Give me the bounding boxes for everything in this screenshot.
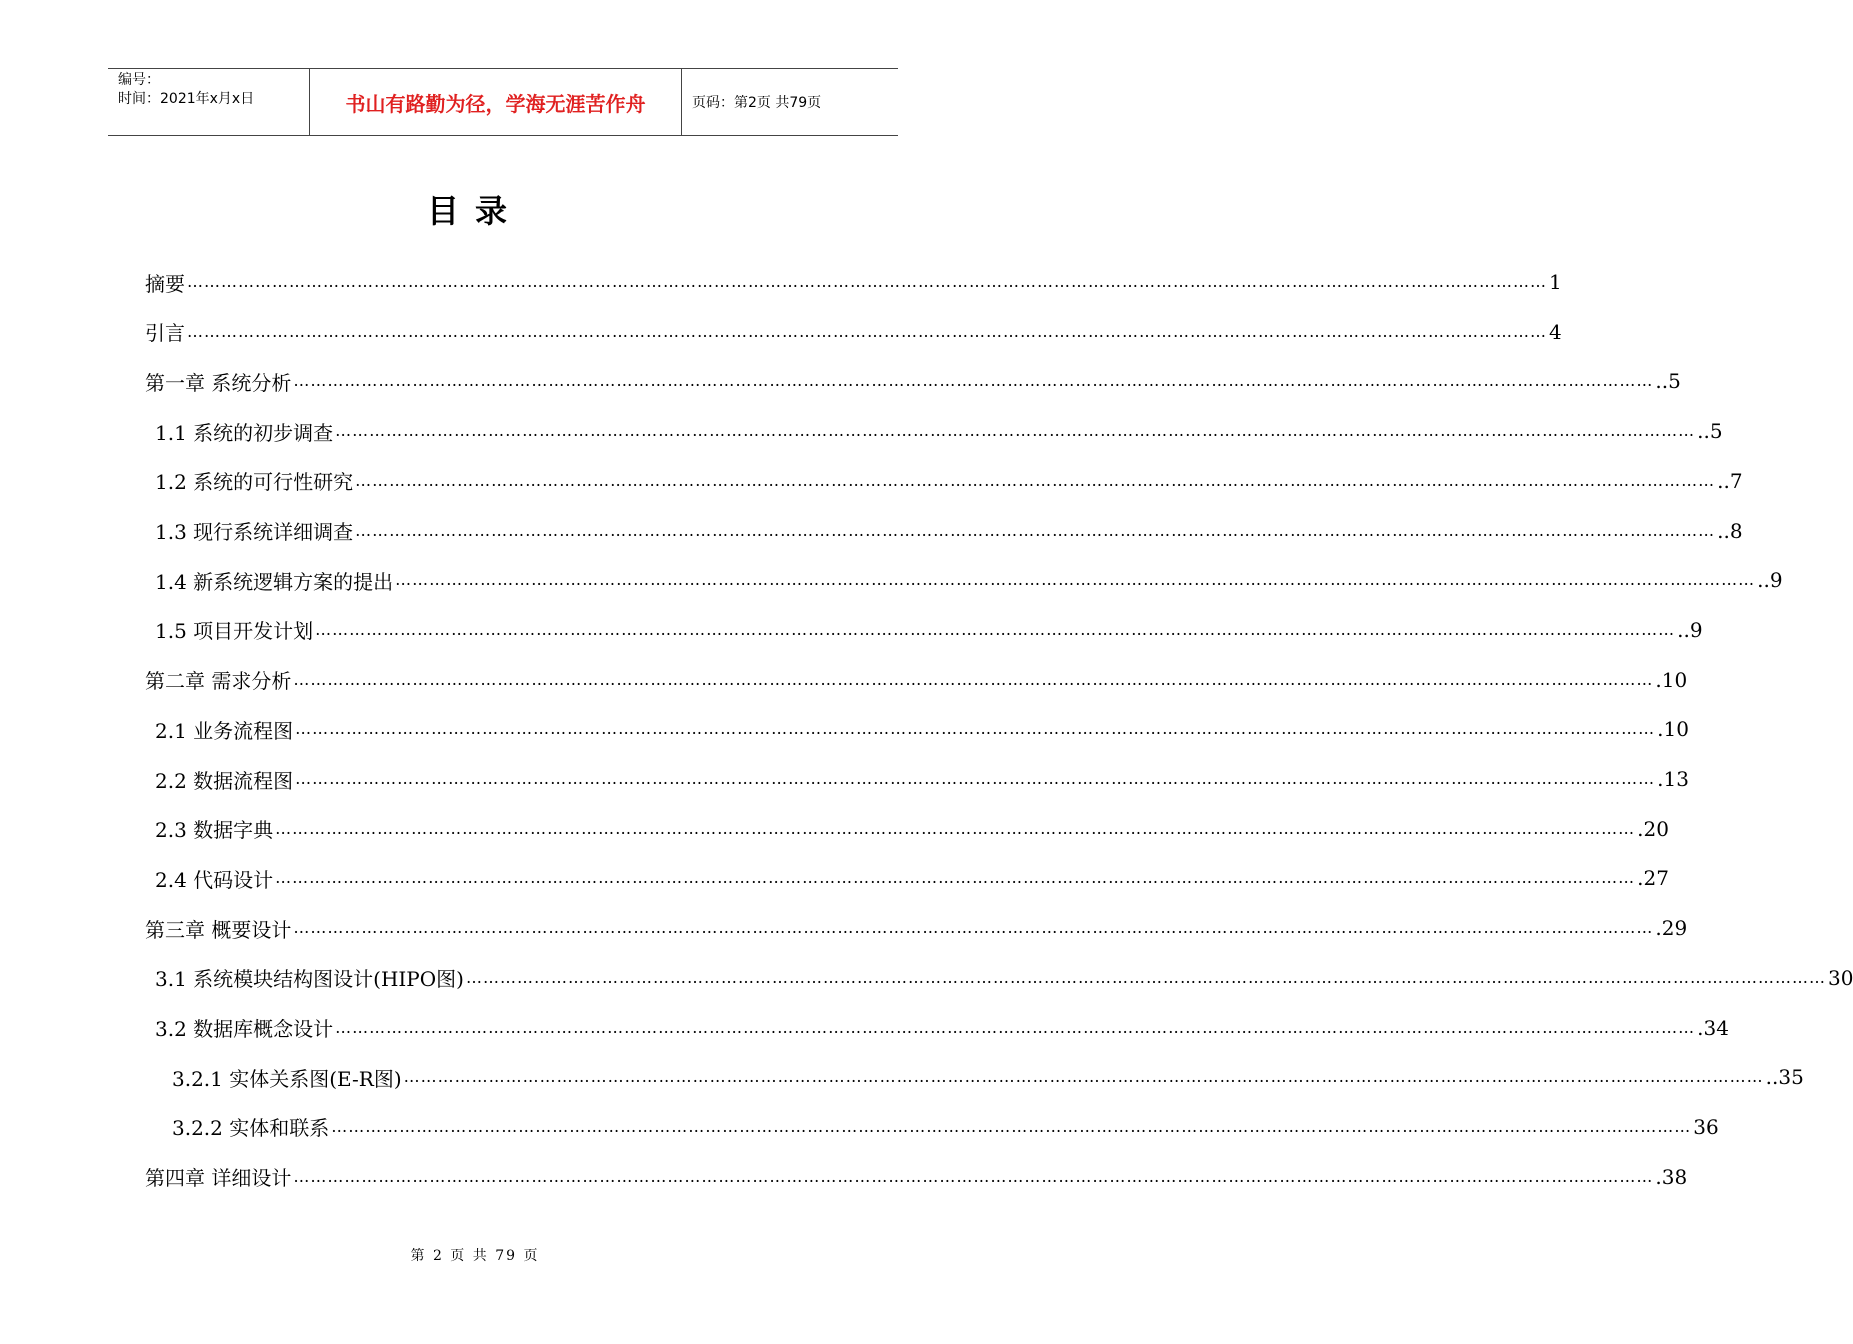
toc-entry-page: .20 (1637, 816, 1669, 841)
toc-leader-dots: …………………………………………………………………………………………………………………………………………………………………………………………………………………… (335, 1017, 1696, 1037)
toc-entry-page: 1 (1549, 270, 1562, 294)
toc-entry-label: 3.2.2 实体和联系 (172, 1116, 330, 1141)
toc-entry-label: 1.1 系统的初步调查 (155, 420, 334, 445)
toc-entry[interactable] (155, 709, 1689, 749)
toc-leader-dots: …………………………………………………………………………………………………………………………………………………………………………………………………………………… (295, 769, 1656, 788)
toc-leader-dots: …………………………………………………………………………………………………………………………………………………………………………………………………………………… (293, 371, 1654, 391)
toc-leader-dots: …………………………………………………………………………………………………………………………………………………………………………………………………………………… (295, 719, 1656, 739)
toc-entry[interactable] (155, 610, 1703, 650)
toc-entry-label: 2.3 数据字典 (155, 818, 274, 843)
toc-entry[interactable] (155, 759, 1689, 799)
header-meta (108, 69, 309, 135)
toc-leader-dots: …………………………………………………………………………………………………………………………………………………………………………………………………………………… (395, 570, 1756, 590)
toc-leader-dots: …………………………………………………………………………………………………………………………………………………………………………………………………………………… (331, 1116, 1692, 1136)
toc-entry-label: 第二章 需求分析 (145, 669, 292, 694)
toc-entry-page: .10 (1657, 717, 1689, 742)
toc-entry[interactable] (155, 809, 1669, 849)
toc-entry-label: 2.2 数据流程图 (155, 768, 294, 793)
toc-entry-page: .13 (1657, 767, 1689, 791)
toc-entry-label: 3.2 数据库概念设计 (155, 1017, 334, 1041)
toc-entry[interactable] (155, 858, 1669, 898)
toc-entry-page: 4 (1549, 319, 1562, 344)
toc-entry-page: ..7 (1717, 468, 1743, 493)
toc-entry-page: ..5 (1697, 419, 1723, 444)
toc-entry[interactable] (145, 908, 1688, 948)
toc-entry[interactable] (155, 560, 1783, 600)
toc-entry-page: ..9 (1677, 617, 1703, 642)
toc-entry-page: ..9 (1757, 568, 1783, 593)
toc-entry[interactable] (155, 1008, 1729, 1048)
toc-entry[interactable] (145, 312, 1562, 352)
header-page-info: 页码：第2页 共79页 (692, 95, 822, 111)
toc-entry-label: 1.5 项目开发计划 (155, 619, 314, 644)
toc-leader-dots: …………………………………………………………………………………………………………………………………………………………………………………………………………………… (293, 918, 1654, 938)
toc-entry-label: 2.1 业务流程图 (155, 718, 294, 743)
toc-entry-page: .34 (1697, 1015, 1729, 1040)
toc-entry[interactable] (145, 1157, 1688, 1197)
code-label: 编号： (118, 72, 160, 88)
toc-entry-label: 1.2 系统的可行性研究 (155, 470, 354, 495)
toc-leader-dots: …………………………………………………………………………………………………………………………………………………………………………………………………………………… (355, 470, 1716, 490)
toc-leader-dots: …………………………………………………………………………………………………………………………………………………………………………………………………………………… (187, 272, 1547, 291)
toc-leader-dots: …………………………………………………………………………………………………………………………………………………………………………………………………………………… (275, 818, 1636, 838)
toc-leader-dots: …………………………………………………………………………………………………………………………………………………………………………………………………………………… (465, 967, 1826, 987)
toc-entry-label: 1.4 新系统逻辑方案的提出 (155, 569, 394, 594)
toc-entry-page: .38 (1655, 1164, 1688, 1189)
toc-leader-dots: …………………………………………………………………………………………………………………………………………………………………………………………………………………… (293, 1166, 1654, 1186)
page-title: 目录 (426, 192, 523, 230)
toc-entry-page: .10 (1655, 667, 1688, 692)
toc-entry[interactable] (155, 511, 1743, 551)
toc-entry[interactable] (155, 411, 1723, 451)
toc-entry[interactable] (145, 660, 1688, 700)
toc-entry-label: 摘要 (145, 271, 185, 296)
toc-entry[interactable] (155, 958, 1853, 998)
toc-entry-label: 2.4 代码设计 (155, 867, 274, 892)
toc-entry-page: ..5 (1655, 369, 1681, 394)
toc-entry-label: 第一章 系统分析 (145, 370, 292, 395)
time-label: 时间：2021年x月x日 (118, 91, 255, 107)
page-footer: 第 2 页 共 79 页 (410, 1248, 540, 1264)
toc-entry[interactable] (172, 1107, 1719, 1147)
toc-entry-label: 第四章 详细设计 (145, 1166, 292, 1191)
toc-leader-dots: …………………………………………………………………………………………………………………………………………………………………………………………………………………… (355, 520, 1716, 540)
toc-entry-page: 36 (1693, 1114, 1719, 1139)
toc-entry[interactable] (155, 461, 1743, 501)
page-header (108, 68, 898, 136)
toc-entry-page: .27 (1637, 866, 1669, 891)
toc-entry[interactable] (145, 361, 1681, 401)
toc-entry-page: .29 (1655, 916, 1688, 941)
toc-entry-page: ..8 (1717, 518, 1743, 543)
toc-leader-dots: …………………………………………………………………………………………………………………………………………………………………………………………………………………… (275, 868, 1636, 888)
toc-leader-dots: …………………………………………………………………………………………………………………………………………………………………………………………………………………… (403, 1067, 1764, 1087)
toc-entry[interactable] (145, 262, 1562, 302)
toc-leader-dots: …………………………………………………………………………………………………………………………………………………………………………………………………………………… (315, 619, 1676, 639)
header-motto: 书山有路勤为径，学海无涯苦作舟 (309, 69, 682, 135)
toc-entry[interactable] (172, 1057, 1804, 1097)
toc-entry-page: 30 (1827, 965, 1853, 990)
toc-entry-label: 3.1 系统模块结构图设计(HIPO图) (155, 967, 464, 992)
toc-leader-dots: …………………………………………………………………………………………………………………………………………………………………………………………………………………… (335, 421, 1696, 441)
toc-leader-dots: …………………………………………………………………………………………………………………………………………………………………………………………………………………… (293, 669, 1654, 689)
toc-entry-label: 第三章 概要设计 (145, 917, 292, 942)
toc-entry-page: ..35 (1765, 1065, 1804, 1090)
toc-entry-label: 1.3 现行系统详细调查 (155, 520, 354, 544)
toc-entry-label: 引言 (145, 321, 185, 346)
toc-leader-dots: …………………………………………………………………………………………………………………………………………………………………………………………………………………… (187, 321, 1547, 341)
toc-entry-label: 3.2.1 实体关系图(E-R图) (172, 1066, 402, 1091)
